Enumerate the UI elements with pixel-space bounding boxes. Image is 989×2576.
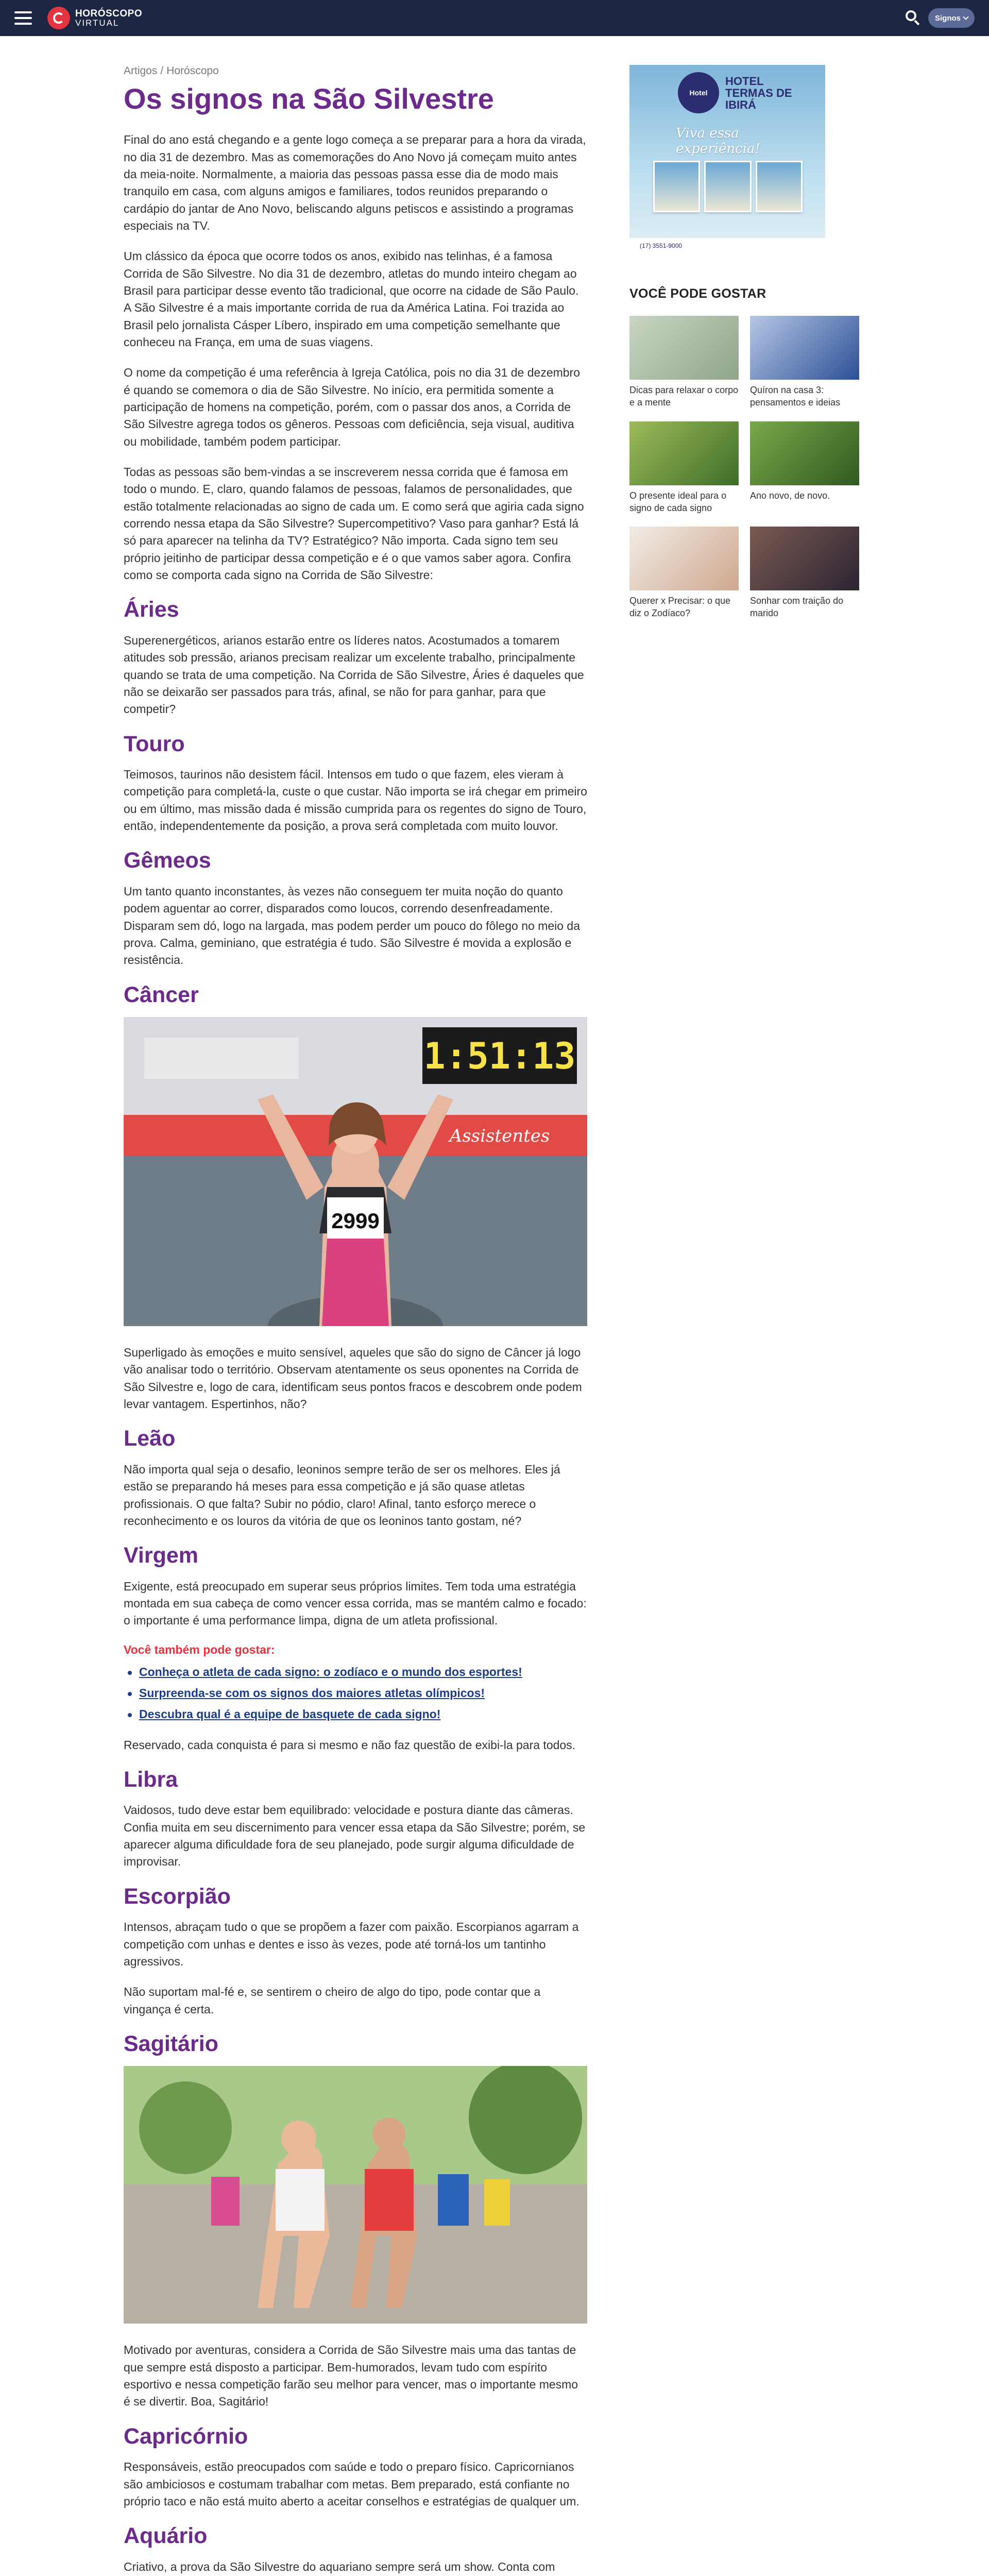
intro-paragraph: Todas as pessoas são bem-vindas a se inscreverem nessa corrida que é famosa em todo o mundo. E, claro, quando falamos de pessoas, falamos de personalidades, que estão totalmente relacionadas ao signo de cada um. E como será que agiria cada signo correndo nessa etapa da São Silvestre? Supercompetitivo? Vaso para ganhar? Está lá só para aparecer na telinha da TV? Estratégico? Não importa. Cada signo tem seu próprio jeitinho de participar dessa competição e é o que vamos saber agora. Confira como se comporta cada signo na Corrida de São Silvestre:	[124, 465, 584, 582]
list-item	[124, 1665, 587, 1679]
section-title-aquario: Aquário	[124, 2523, 208, 2549]
section-title-libra: Libra	[124, 1767, 178, 1792]
recommendation-caption[interactable]: Quíron na casa 3: pensamentos e ideias	[750, 385, 841, 408]
section-text-virgem-after: Reservado, cada conquista é para si mesmo e não faz questão de exibi-la para todos.	[124, 1738, 576, 1752]
logo-icon	[47, 7, 70, 29]
breadcrumb	[124, 65, 587, 77]
section-title-capricornio: Capricórnio	[124, 2424, 248, 2449]
recommendation-thumbnail[interactable]	[750, 421, 859, 485]
list-item	[124, 1686, 587, 1700]
runner-bib-cancer: 2999	[331, 1209, 380, 1233]
related-link[interactable]: Conheça o atleta de cada signo: o zodíaco e o mundo dos esportes!	[139, 1665, 522, 1679]
section-title-sagitario: Sagitário	[124, 2031, 218, 2056]
section-title-leao: Leão	[124, 1426, 176, 1451]
section-text-virgem: Exigente, está preocupado em superar seus próprios limites. Tem toda uma estratégia montada em sua cabeça de como vencer essa corrida, mas se mantém calmo e focado: o importante é uma performance limpa, digna de um atleta profissional.	[124, 1579, 587, 1628]
related-links	[124, 1665, 587, 1721]
related-link[interactable]: Surpreenda-se com os signos dos maiores atletas olímpicos!	[139, 1686, 485, 1700]
article	[124, 65, 587, 2576]
list-item	[124, 1707, 587, 1721]
chevron-down-icon	[963, 14, 968, 20]
recommendation-caption[interactable]: O presente ideal para o signo de cada signo	[629, 490, 727, 513]
section-title-gemeos: Gêmeos	[124, 848, 211, 873]
sidebar-recommendations	[629, 316, 864, 620]
section-title-escorpiao: Escorpião	[124, 1884, 231, 1909]
logo-text-line2: VIRTUAL	[75, 18, 120, 28]
ad-thumbnails	[653, 161, 803, 212]
section-text-touro: Teimosos, taurinos não desistem fácil. Intensos em tudo o que fazem, eles vieram à competição para completá-la, custe o que custar. Não importa se irá chegar em primeiro ou em último, mas missão dada é missão cumprida para os regentes do signo de Touro, então, independentemente da posição, a prova será completada com muito louvor.	[124, 768, 587, 833]
logo-text-line1: HORÓSCOPO	[75, 8, 143, 19]
recommendation-item[interactable]	[750, 316, 859, 409]
recommendation-caption[interactable]: Ano novo, de novo.	[750, 490, 830, 501]
race-banner-text: Assistentes	[449, 1126, 550, 1146]
ad-brand-logo: Hotel	[678, 72, 719, 113]
intro-paragraph: O nome da competição é uma referência à Igreja Católica, pois no dia 31 de dezembro é quando se comemora o dia de São Silvestre. No início, era permitida somente a participação de homens na competição, porém, com o passar dos anos, a Corrida de São Silvestre agrega todos os gêneros. Pessoas com deficiência, seja visual, auditiva ou mobilidade, também podem participar.	[124, 366, 581, 448]
ad-hotel-name-line: IBIRÁ	[725, 98, 756, 112]
recommendation-item[interactable]	[629, 527, 739, 620]
page-title: Os signos na São Silvestre	[124, 82, 494, 115]
ad-hotel-name-line: HOTEL	[725, 75, 764, 88]
menu-icon[interactable]	[14, 11, 32, 25]
recommendation-thumbnail[interactable]	[629, 421, 739, 485]
svg-text:1:51:13: 1:51:13	[423, 1035, 576, 1077]
section-text-aquario: Criativo, a prova da São Silvestre do aquariano sempre será um show. Conta com	[124, 2560, 555, 2573]
section-title-virgem: Virgem	[124, 1543, 198, 1568]
related-label: Você também pode gostar:	[124, 1642, 275, 1656]
recommendation-caption[interactable]: Dicas para relaxar o corpo e a mente	[629, 385, 739, 408]
sidebar-ad[interactable]	[629, 65, 825, 261]
top-bar	[0, 0, 989, 36]
recommendation-thumbnail[interactable]	[629, 527, 739, 590]
section-text-cancer: Superligado às emoções e muito sensível, aqueles que são do signo de Câncer já logo vão analisar todo o território. Observam atentamente os seus oponentes na Corrida de São Silvestre e, logo de cara, identificam seus pontos fracos e descobrem onde podem levar vantagem. Espertinhos, não?	[124, 1346, 582, 1411]
section-text-gemeos: Um tanto quanto inconstantes, às vezes não conseguem ter muita noção do quanto podem aguentar ao correr, disparados como loucos, correndo desenfreadamente. Disparam sem dó, logo na largada, mas podem perder um pouco do fôlego no meio da prova. Calma, geminiano, que estratégia é tudo. São Silvestre é movida a explosão e resistência.	[124, 884, 581, 967]
sidebar	[629, 65, 864, 620]
section-title-touro: Touro	[124, 731, 185, 756]
recommendation-thumbnail[interactable]	[629, 316, 739, 380]
runners-photo-sagitario	[124, 2066, 587, 2326]
recommendation-caption[interactable]: Querer x Precisar: o que diz o Zodíaco?	[629, 596, 731, 619]
section-title-aries: Áries	[124, 597, 179, 622]
section-title-cancer: Câncer	[124, 982, 199, 1007]
ad-hotel-name	[725, 75, 792, 111]
section-text-leao: Não importa qual seja o desafio, leoninos sempre terão de ser os melhores. Eles já estão se preparando há meses para essa competição e já são quase atletas profissionais. O que falta? Subir no pódio, claro! Afinal, tanto esforço merece o reconhecimento e os louros da vitória de que os leoninos tanto gostam, né?	[124, 1462, 560, 1528]
section-text-aries: Superenergéticos, arianos estarão entre os líderes natos. Acostumados a tomarem atitudes sob pressão, arianos precisam realizar um excelente trabalho, principalmente quando se trata de uma competição. Na Corrida de São Silvestre, Áries é daqueles que não se deixarão ser passados para trás, afinal, se não for para ganhar, para que competir?	[124, 633, 584, 716]
section-text-libra: Vaidosos, tudo deve estar bem equilibrado: velocidade e postura diante das câmeras. Confia muita em seu discernimento para vencer essa etapa da São Silvestre; porém, se aparecer alguma dificuldade fora de seu planejado, pode surgir alguma dificuldade de improvisar.	[124, 1803, 586, 1869]
recommendation-item[interactable]	[629, 316, 739, 409]
ad-hotel-name-line: TERMAS DE	[725, 87, 792, 100]
ad-phone: (17) 3551-9000	[629, 238, 825, 261]
section-text-escorpiao: Não suportam mal-fé e, se sentirem o cheiro de algo do tipo, pode contar que a vingança é certa.	[124, 1985, 541, 2016]
recommendation-item[interactable]	[750, 421, 859, 515]
search-icon[interactable]	[906, 10, 921, 26]
recommendation-thumbnail[interactable]	[750, 527, 859, 590]
signs-menu-button[interactable]	[928, 8, 975, 28]
signs-menu-label: Signos	[934, 13, 961, 23]
recommendation-item[interactable]	[629, 421, 739, 515]
site-logo[interactable]	[47, 6, 142, 30]
section-text-escorpiao: Intensos, abraçam tudo o que se propõem a fazer com paixão. Escorpianos agarram a competição com unhas e dentes e isso às vezes, pode até torná-los um tantinho agressivos.	[124, 1920, 579, 1968]
ad-tagline: Viva essa experiência!	[676, 126, 760, 157]
recommendation-caption[interactable]: Sonhar com traição do marido	[750, 596, 844, 619]
section-text-capricornio: Responsáveis, estão preocupados com saúde e todo o preparo físico. Capricornianos são ambiciosos e costumam trabalhar com metas. Bem preparado, está confiante no próprio taco e não está muito aberto a aceitar conselhos e estratégias de qualquer um.	[124, 2460, 579, 2508]
breadcrumb-item[interactable]: Horóscopo	[166, 65, 219, 77]
breadcrumb-separator: /	[160, 65, 164, 77]
section-text-sagitario: Motivado por aventuras, considera a Corrida de São Silvestre mais uma das tantas de que sempre está disposto a participar. Bem-humorados, levam tudo com espírito esportivo e nessa competição farão seu melhor para vencer, mas o importante mesmo é se divertir. Boa, Sagitário!	[124, 2343, 578, 2409]
recommendation-item[interactable]	[750, 527, 859, 620]
intro-paragraph: Final do ano está chegando e a gente logo começa a se preparar para a hora da virada, no dia 31 de dezembro. Mas as comemorações do Ano Novo já começam muito antes da meia-noite. Normalmente, a maioria das pessoas passa esse dia de modo mais tranquilo em casa, com alguns amigos e familiares, todos reunidos preparando o cardápio do jantar de Ano Novo, beliscando alguns petiscos e assistindo a programas especiais na TV.	[124, 133, 586, 232]
sidebar-title: VOCÊ PODE GOSTAR	[629, 286, 766, 301]
breadcrumb-item[interactable]: Artigos	[124, 65, 158, 77]
related-link[interactable]: Descubra qual é a equipe de basquete de cada signo!	[139, 1707, 441, 1721]
runner-photo-cancer	[124, 1017, 587, 1329]
recommendation-thumbnail[interactable]	[750, 316, 859, 380]
intro-paragraph: Um clássico da época que ocorre todos os anos, exibido nas telinhas, é a famosa Corrida de São Silvestre. No dia 31 de dezembro, atletas do mundo inteiro chegam ao Brasil para participar desse evento tão tradicional, que ocorre na cidade de São Paulo. A São Silvestre é a mais importante corrida de rua da América Latina. Foi trazida ao Brasil pelo jornalista Cásper Líbero, inspirado em uma competição semelhante que conheceu na França, em uma de suas viagens.	[124, 249, 579, 349]
